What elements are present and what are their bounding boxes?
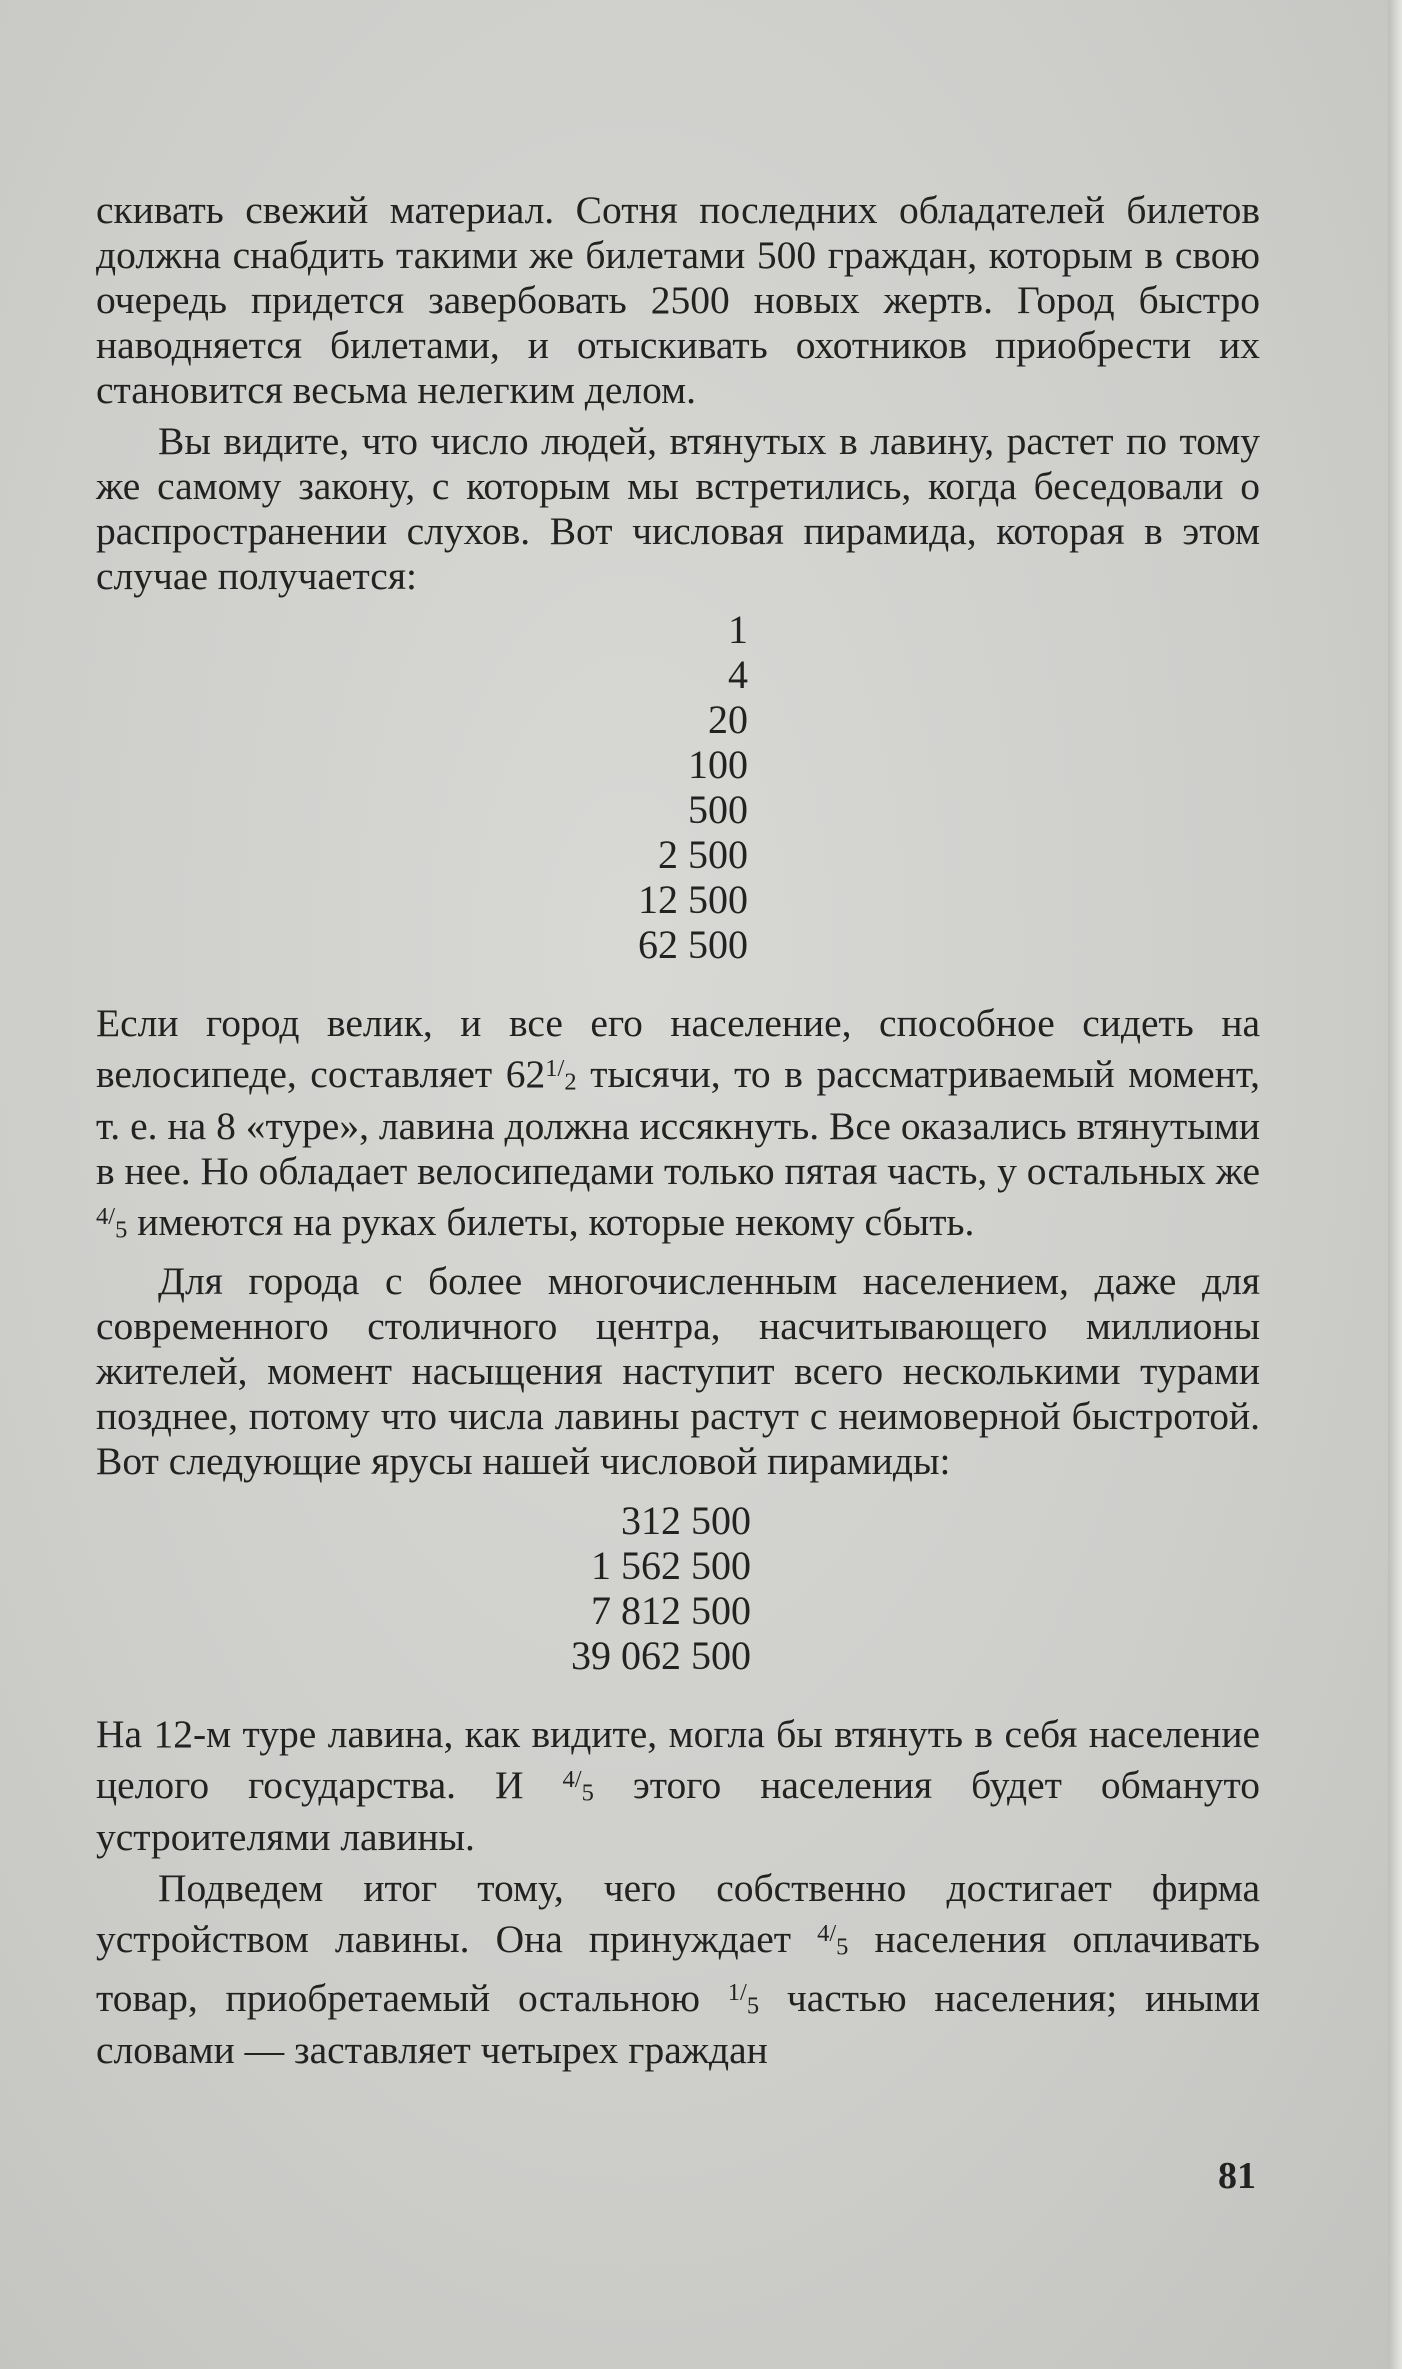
fraction: 4/5 [96,1203,128,1244]
fraction: 4/5 [817,1920,849,1961]
pyramid-value: 39 062 500 [571,1632,751,1678]
text-run: населения оплачивать товар, приобретаемый остальною [96,1917,1260,2020]
fraction: 4/5 [562,1765,594,1807]
pyramid-value: 7 812 500 [591,1587,751,1633]
fraction-denominator: 5 [581,1779,594,1807]
text-run: тысячи, то в рассматриваемый момент, т. е. на 8 «туре», лавина должна иссякнуть. Все оказались втянутыми в нее. Но обладает велосипедами только пятая часть, у остальных же [96,1052,1260,1194]
text-run: Подведем итог тому, чего собственно достигает фирма устройством лавины. Она принуждает [96,1866,1260,1962]
fraction-denominator: 5 [836,1933,849,1961]
paragraph-4: Для города с более многочисленным населением, даже для современного столичного центра, насчитывающего миллионы жителей, момент насыщения наступит всего несколькими турами позднее, потому что числа лавины растут с неимоверной быстротой. Вот следующие ярусы нашей числовой пирамиды: [96,1258,1260,1483]
number-pyramid-1 [96,607,748,967]
text-run: имеются на руках билеты, которые некому сбыть. [127,1200,975,1245]
text-run: Если город велик, и все его население, способное сидеть на велосипеде, составляет 62 [96,1001,1260,1097]
paragraph-2: Вы видите, что число людей, втянутых в лавину, растет по тому же самому закону, с которым мы встретились, когда беседовали о распространении слухов. Вот числовая пирамида, которая в этом случае получается: [96,419,1260,598]
fraction-denominator: 2 [564,1068,577,1096]
page-edge [1388,0,1402,2369]
page-number: 81 [1218,2155,1256,2197]
pyramid-value: 500 [688,787,748,832]
pyramid-value: 2 500 [658,832,748,877]
fraction-numerator: 1 [727,1978,741,2006]
number-pyramid-2 [96,1498,751,1678]
pyramid-value: 312 500 [621,1497,751,1543]
paragraph-3 [96,1001,1260,1253]
fraction: 1/2 [545,1055,577,1096]
fraction-denominator: 5 [746,1992,760,2020]
pyramid-value: 62 500 [638,922,748,967]
fraction-denominator: 5 [115,1216,128,1244]
pyramid-value: 4 [728,652,748,697]
pyramid-value: 1 [728,607,748,652]
pyramid-value: 12 500 [638,877,748,922]
fraction: 1/5 [727,1978,760,2020]
paragraph-1: скивать свежий материал. Сотня последних обладателей билетов должна снабдить такими же билетами 500 граждан, которым в свою очередь придется завербовать 2500 новых жертв. Город быстро наводняется билетами, и отыскивать охотников приобрести их становится весьма нелегким делом. [96,188,1260,412]
fraction-numerator: 1 [545,1055,558,1082]
text-run: частью населения; иными словами — заставляет четырех граждан [96,1975,1260,2073]
paragraph-6 [96,1866,1260,2073]
fraction-numerator: 4 [96,1203,109,1231]
paragraph-5 [96,1712,1260,1860]
text-run: этого населения будет обмануто устроителями лавины. [96,1762,1260,1860]
pyramid-value: 1 562 500 [591,1542,751,1588]
fraction-numerator: 4 [817,1920,830,1948]
pyramid-value: 100 [688,742,748,787]
page-text [96,188,1260,2073]
text-run: На 12-м туре лавина, как видите, могла бы втянуть в себя население целого государства. И [96,1711,1260,1807]
pyramid-value: 20 [708,697,748,742]
fraction-numerator: 4 [562,1765,575,1793]
